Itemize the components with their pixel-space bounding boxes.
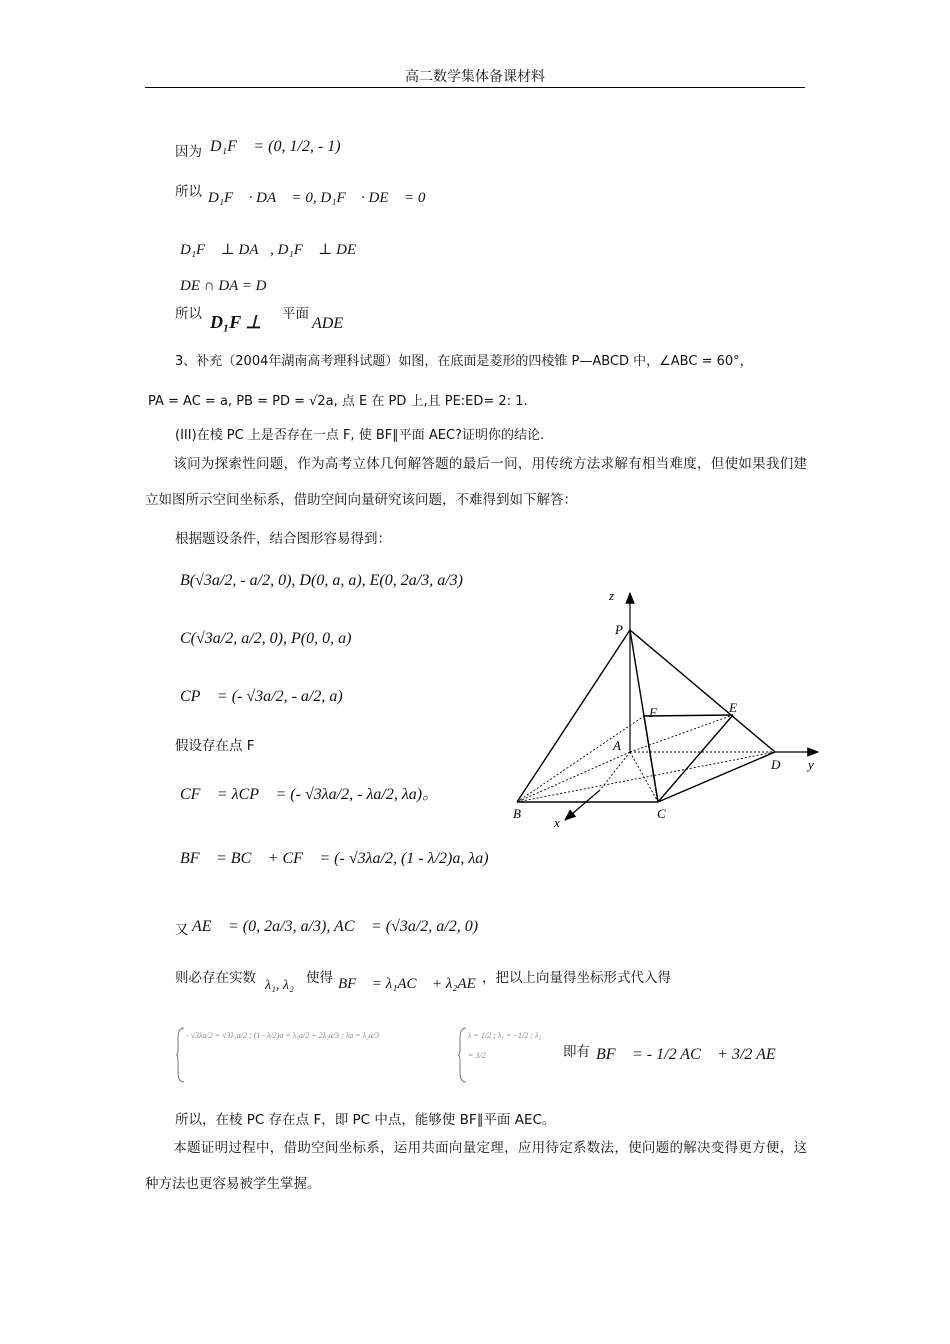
also-label: 又: [175, 922, 189, 938]
vector-bf: BF⃗ = BC⃗ + CF⃗ = (- √3λa/2, (1 - λ/2)a, λa): [180, 850, 489, 867]
vectors-ae-ac: AE⃗ = (0, 2a/3, a/3), AC⃗ = (√3a/2, a/2, 0): [192, 918, 479, 935]
lambda-pair: λ₁, λ₂: [265, 978, 294, 993]
label-b: B: [513, 806, 521, 821]
problem-3-conditions: PA = AC = a, PB = PD = √2a, 点 E 在 PD 上,且 PE:ED= 2: 1.: [148, 394, 528, 409]
intersection: DE ∩ DA = D: [180, 278, 267, 294]
substitute-text: ，把以上向量得坐标形式代入得: [482, 970, 671, 986]
assume-f: 假设存在点 F: [175, 738, 255, 754]
dot-products: D₁F⃗ · DA⃗ = 0, D₁F⃗ · DE⃗ = 0: [208, 190, 426, 206]
summary-paragraph: [145, 1130, 807, 1202]
label-z: z: [609, 588, 615, 603]
system-left: - √3λa/2 = √3λ₁a/2 ; (1 - λ/2)a = λ₁a/2 + 2λ₂a/3 ; λa = λ₂a/3: [186, 1031, 380, 1040]
hence-label: 即有: [563, 1044, 590, 1060]
label-e: E: [729, 700, 737, 715]
d1f-perp: D₁F ⊥: [210, 312, 262, 332]
label-c: C: [657, 806, 666, 821]
such-that-label: 使得: [306, 970, 333, 986]
equation-system: [176, 1024, 548, 1086]
plane-ade: ADE: [312, 315, 344, 332]
label-y: y: [808, 757, 814, 772]
plane-label: 平面: [282, 306, 309, 322]
system-right: λ = 1/2 ; λ₁ = - 1/2 ; λ₂ = 3/2: [468, 1031, 542, 1060]
analysis-paragraph: [145, 446, 807, 518]
pyramid-diagram: [505, 585, 835, 835]
label-p: P: [615, 622, 623, 637]
condition-intro: 根据题设条件，结合图形容易得到：: [175, 531, 391, 547]
therefore-label-2: 所以: [175, 306, 202, 322]
bf-result: BF⃗ = - 1/2 AC⃗ + 3/2 AE⃗: [596, 1046, 789, 1063]
problem-3-statement: 3、补充（2004年湖南高考理科试题）如图，在底面是菱形的四棱锥 P—ABCD 中，∠ABC = 60°，: [175, 354, 753, 369]
because-label: 因为: [175, 144, 202, 160]
therefore-label-1: 所以: [175, 184, 202, 200]
header-rule: [145, 87, 805, 88]
label-d: D: [771, 757, 781, 772]
coords-c-p: C(√3a/2, a/2, 0), P(0, 0, a): [180, 630, 352, 647]
vector-cp: CP⃗ = (- √3a/2, - a/2, a): [180, 688, 343, 705]
page-header: 高二数学集体备课材料: [405, 69, 545, 85]
x-axis: [565, 790, 600, 820]
d1f-vector-eq: D₁F⃗ = (0, 1/2, - 1): [210, 138, 341, 155]
exist-label: 则必存在实数: [175, 970, 256, 986]
conclusion: 所以，在棱 PC 存在点 F，即 PC 中点，能够使 BF∥平面 AEC。: [175, 1112, 556, 1128]
problem-3-question: (III)在棱 PC 上是否存在一点 F, 使 BF∥平面 AEC?证明你的结论.: [175, 428, 545, 443]
perpendicular-vectors: D₁F⃗ ⊥ DA⃗, D₁F⃗ ⊥ DE⃗: [180, 242, 368, 258]
vector-cf: CF⃗ = λCP⃗ = (- √3λa/2, - λa/2, λa)。: [180, 786, 439, 803]
coords-b-d-e: B(√3a/2, - a/2, 0), D(0, a, a), E(0, 2a/3, a/3): [180, 572, 463, 589]
label-x: x: [554, 815, 560, 830]
analysis-text: 该问为探索性问题，作为高考立体几何解答题的最后一问，用传统方法求解有相当难度，但使如果我们建立如图所示空间坐标系，借助空间向量研究该问题，不难得到如下解答：: [145, 456, 807, 508]
pyramid-figure: [505, 585, 835, 835]
label-a: A: [613, 738, 621, 753]
summary-text: 本题证明过程中，借助空间坐标系，运用共面向量定理，应用待定系数法，使问题的解决变得更方便，这种方法也更容易被学生掌握。: [145, 1140, 807, 1192]
label-f: F: [649, 705, 657, 720]
bf-combination: BF⃗ = λ₁AC⃗ + λ₂AE⃗: [338, 976, 488, 992]
